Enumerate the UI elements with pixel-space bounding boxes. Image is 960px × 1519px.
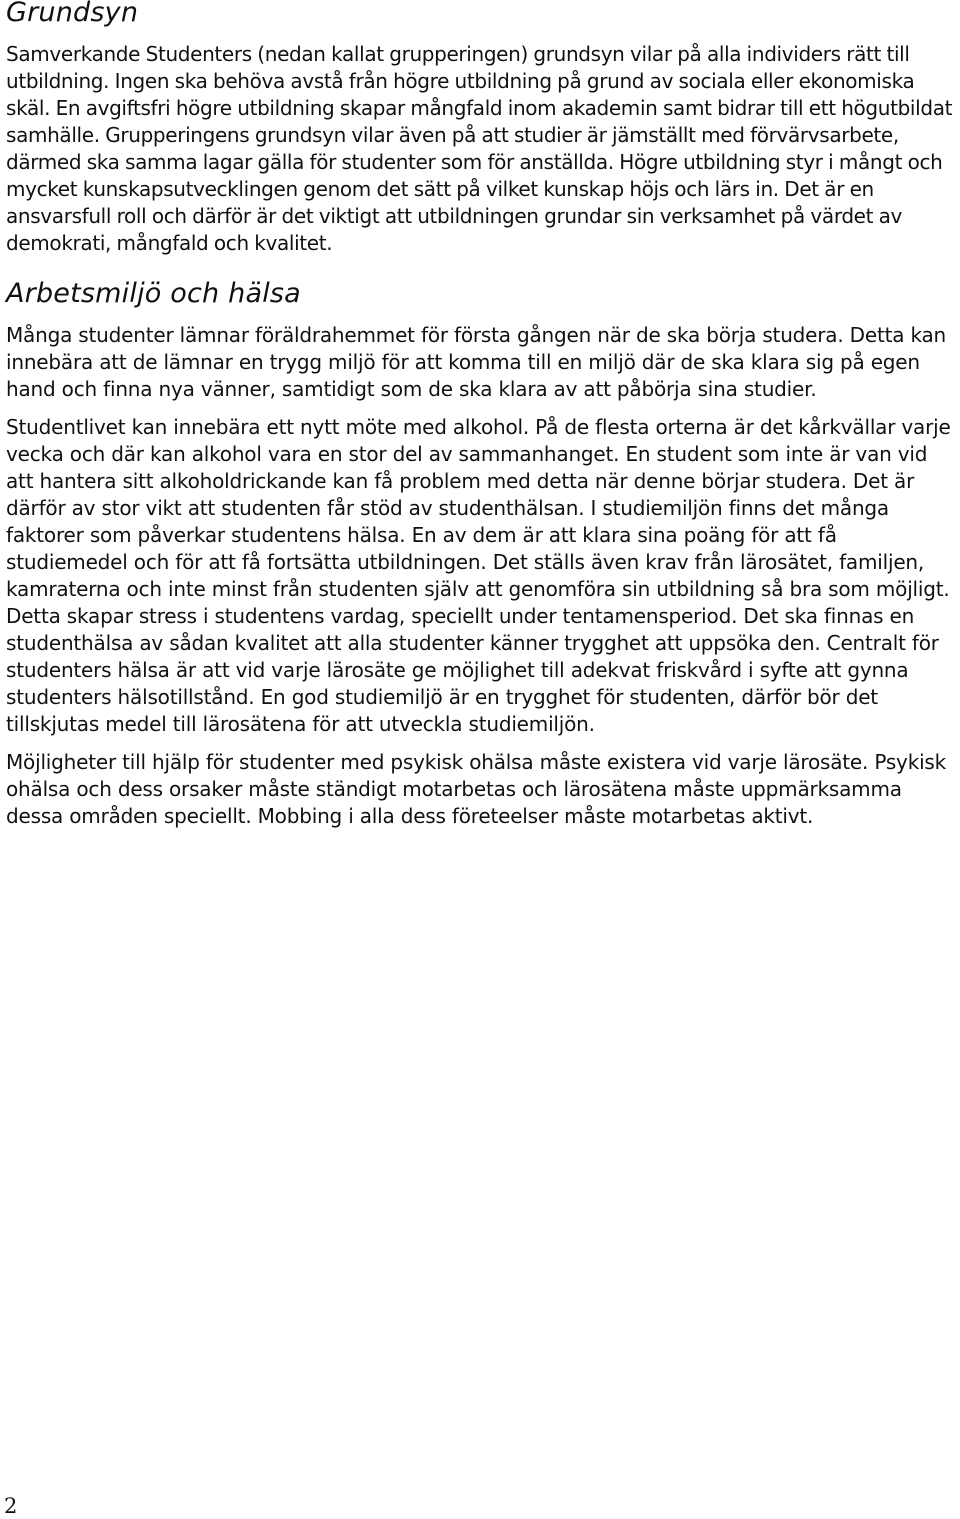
paragraph: Samverkande Studenters (nedan kallat grupperingen) grundsyn vilar på alla individers rätt till utbildning. Ingen ska behöva avstå från högre utbildning på grund av sociala eller ekonomiska skäl. En avgiftsfri högre utbildning skapar mångfald inom akademin samt bidrar till ett högutbildat samhälle. Grupperingens grundsyn vilar även på att studier är jämställt med förvärvsarbete, därmed ska samma lagar gälla för studenter som för anställda. Högre utbildning styr i mångt och mycket kunskapsutvecklingen genom det sätt på vilket kunskap höjs och lärs in. Det är en ansvarsfull roll och därför är det viktigt att utbildningen grundar sin verksamhet på värdet av demokrati, mångfald och kvalitet. [6,42,953,255]
document-page [6,0,958,830]
section-heading: Grundsyn [6,0,139,28]
page-number: 2 [4,1494,18,1518]
section-heading: Arbetsmiljö och hälsa [6,278,301,309]
section-arbetsmiljo-och-halsa [6,279,958,830]
paragraph: Många studenter lämnar föräldrahemmet för första gången när de ska börja studera. Detta kan innebära att de lämnar en trygg miljö för att komma till en miljö där de ska klara sig på egen hand och finna nya vänner, samtidigt som de ska klara av att påbörja sina studier. [6,323,947,401]
section-grundsyn [6,0,958,257]
paragraph: Möjligheter till hjälp för studenter med psykisk ohälsa måste existera vid varje lärosäte. Psykisk ohälsa och dess orsaker måste ständigt motarbetas och lärosätena måste uppmärksamma dessa områden speciellt. Mobbing i alla dess företeelser måste motarbetas aktivt. [6,750,947,828]
paragraph: Studentlivet kan innebära ett nytt möte med alkohol. På de flesta orterna är det kårkvällar varje vecka och där kan alkohol vara en stor del av sammanhanget. En student som inte är van vid att hantera sitt alkoholdrickande kan få problem med detta när denne börjar studera. Det är därför av stor vikt att studenten får stöd av studenthälsan. I studiemiljön finns det många faktorer som påverkar studentens hälsa. En av dem är att klara sina poäng för att få studiemedel och för att få fortsätta utbildningen. Det ställs även krav från lärosätet, familjen, kamraterna och inte minst från studenten själv att genomföra sin utbildning så bra som möjligt. Detta skapar stress i studentens vardag, speciellt under tentamensperiod. Det ska finnas en studenthälsa av sådan kvalitet att alla studenter känner trygghet att uppsöka den. Centralt för studenters hälsa är att vid varje lärosäte ge möjlighet till adekvat friskvård i syfte att gynna studenters hälsotillstånd. En god studiemiljö är en trygghet för studenten, därför bör det tillskjutas medel till lärosätena för att utveckla studiemiljön. [6,415,951,736]
